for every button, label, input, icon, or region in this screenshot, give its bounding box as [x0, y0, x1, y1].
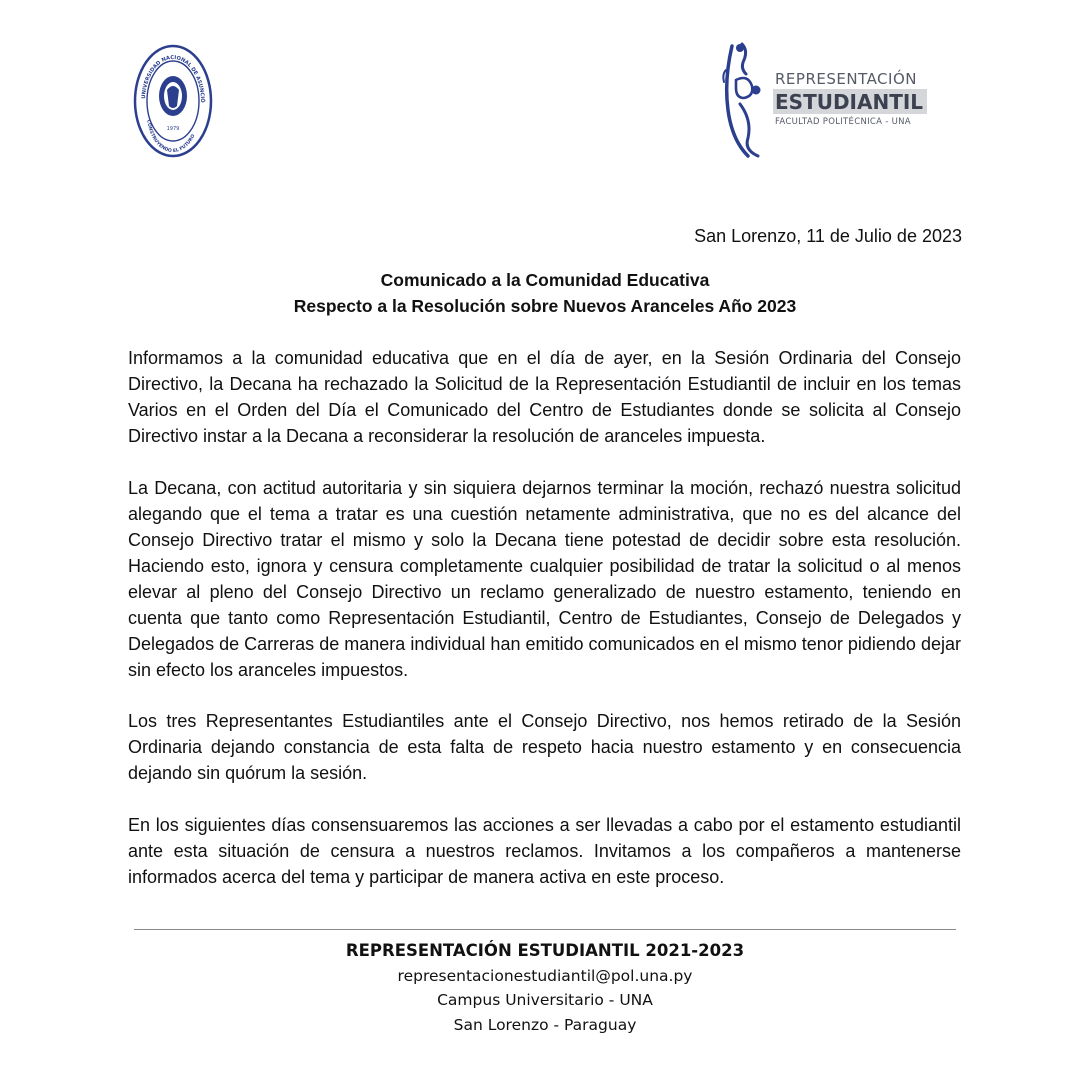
logo-line-representacion: REPRESENTACIÓN — [775, 70, 917, 88]
footer-email: representacionestudiantil@pol.una.py — [397, 967, 693, 985]
svg-text:1979: 1979 — [166, 126, 180, 132]
una-seal-logo — [133, 44, 213, 158]
logo-line-facultad: FACULTAD POLITÉCNICA - UNA — [775, 117, 911, 127]
representacion-estudiantil-logo — [718, 40, 928, 160]
body-paragraph-3: Los tres Representantes Estudiantiles ante el Consejo Directivo, nos hemos retirado de la Sesión Ordinaria dejando constancia de esta falta de respeto hacia nuestro estamento y en consecuencia dejando sin quórum la sesión. — [128, 711, 961, 783]
document-date: San Lorenzo, 11 de Julio de 2023 — [694, 226, 962, 246]
una-seal-icon — [133, 44, 213, 158]
representacion-figure-icon — [718, 40, 768, 160]
body-paragraph-2: La Decana, con actitud autoritaria y sin siquiera dejarnos terminar la moción, rechazó nuestra solicitud alegando que el tema a tratar es una cuestión netamente administrativa, que no es del alcance del Consejo Directivo tratar el mismo y solo la Decana tiene potestad de decidir sobre esta resolución. Haciendo esto, ignora y censura completamente cualquier posibilidad de tratar la solicitud o al menos elevar al pleno del Consejo Directivo un reclamo generalizado de nuestro estamento, teniendo en cuenta que tanto como Representación Estudiantil, Centro de Estudiantes, Consejo de Delegados y Delegados de Carreras de manera individual han emitido comunicados en el mismo tenor pidiendo dejar sin efecto los aranceles impuestos. — [128, 478, 961, 680]
logo-line-estudiantil: ESTUDIANTIL — [773, 89, 927, 114]
footer-title: REPRESENTACIÓN ESTUDIANTIL 2021-2023 — [345, 941, 745, 960]
body-paragraph-1: Informamos a la comunidad educativa que en el día de ayer, en la Sesión Ordinaria del Consejo Directivo, la Decana ha rechazado la Solicitud de la Representación Estudiantil de incluir en los temas Varios en el Orden del Día el Comunicado del Centro de Estudiantes donde se solicita al Consejo Directivo instar a la Decana a reconsiderar la resolución de aranceles impuesta. — [128, 348, 961, 446]
document-title-line1: Comunicado a la Comunidad Educativa — [380, 270, 710, 290]
document-title-line2: Respecto a la Resolución sobre Nuevos Aranceles Año 2023 — [293, 296, 797, 316]
svg-text:UNIVERSIDAD NACIONAL DE ASUNCI: UNIVERSIDAD NACIONAL DE ASUNCIÓ — [141, 54, 206, 103]
footer-city: San Lorenzo - Paraguay — [453, 1016, 637, 1034]
footer-campus: Campus Universitario - UNA — [437, 991, 653, 1009]
footer-divider — [134, 929, 956, 930]
body-paragraph-4: En los siguientes días consensuaremos las acciones a ser llevadas a cabo por el estamento estudiantil ante esta situación de censura a nuestros reclamos. Invitamos a los compañeros a mantenerse informados acerca del tema y participar de manera activa en este proceso. — [128, 815, 961, 887]
svg-text:CONSTRUYENDO EL FUTURO: CONSTRUYENDO EL FUTURO — [145, 119, 197, 155]
